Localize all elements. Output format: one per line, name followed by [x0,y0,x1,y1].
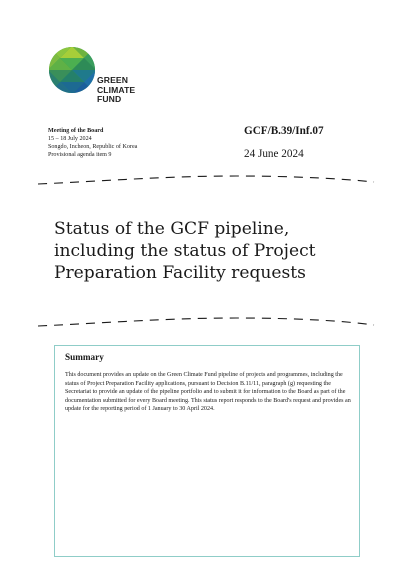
logo-line-2: CLIMATE [97,84,136,95]
meeting-location: Songdo, Incheon, Republic of Korea [48,144,138,151]
top-wave-divider [36,174,376,186]
summary-heading: Summary [65,352,104,362]
logo-line-3: FUND [97,94,122,105]
meeting-info [48,127,137,159]
document-date: 24 June 2024 [244,148,304,160]
meeting-heading: Meeting of the Board [48,128,104,134]
document-title: Status of the GCF pipeline, including the status of Project Preparation Facility requests [54,219,316,283]
meeting-dates: 15 – 18 July 2024 [48,136,92,143]
globe-logo-icon [48,46,96,94]
bottom-wave-divider [36,316,376,328]
agenda-item: Provisional agenda item 9 [48,152,112,159]
summary-box [54,345,360,557]
document-reference: GCF/B.39/Inf.07 [244,125,324,137]
gcf-logo [48,46,158,112]
logo-wordmark [97,76,135,105]
summary-body: This document provides an update on the Green Climate Fund pipeline of projects and programmes, including the status of Project Preparation Facility applications, pursuant to Decision B.11/11, paragraph (g) requesting the Secretariat to provide an update of the pipeline portfolio and to submit it for information to the Board as part of the documentation submitted for every Board meeting. This status report responds to the Board's request and provides an update for the reporting period of 1 January to 30 April 2024. [65,372,351,413]
logo-line-1: GREEN [97,75,129,85]
